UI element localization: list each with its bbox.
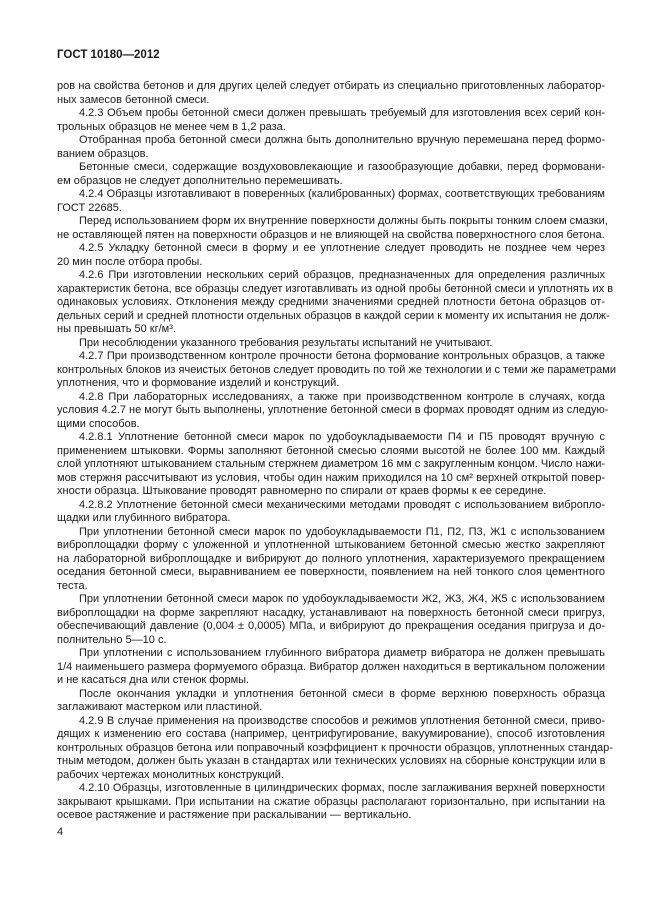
paragraph <box>57 647 605 688</box>
text-line: 4.2.6 При изготовлении нескольких серий образцов, предназначенных для определения различных <box>79 269 605 281</box>
text-line: слой уплотняют штыкованием стальным стержнем диаметром 16 мм с закругленным концом. Число нажи- <box>57 458 605 470</box>
text-line: 4.2.3 Объем пробы бетонной смеси должен превышать требуемый для изготовления всех серий кон- <box>79 107 605 119</box>
paragraph <box>57 337 605 351</box>
text-line: уплотнения, что и формование изделий и конструкций. <box>57 377 340 389</box>
page-number: 4 <box>57 826 64 838</box>
text-line: 4.2.5 Укладку бетонной смеси в форму и ее уплотнение следует проводить не позднее чем через <box>79 242 605 254</box>
paragraph <box>57 688 605 715</box>
text-line: рабочих чертежах монолитных конструкций. <box>57 768 284 781</box>
text-line: теста. <box>57 579 88 592</box>
text-line: закрывают крышками. При испытании на сжатие образцы располагают горизонтально, при испытании на <box>57 795 605 808</box>
paragraph <box>57 390 609 432</box>
text-line: виброплощадки форму с уложенной и уплотненной штыкованием бетонной смесью жестко закрепляют <box>57 539 605 551</box>
paragraph <box>57 350 616 391</box>
text-line: условия 4.2.7 не могут быть выполнены, уплотнение бетонной смеси в формах проводят одним из следую- <box>57 404 609 416</box>
text-line: применением штыковки. Формы заполняют бетонной смесью слоями высотой не более 100 мм. Каждый <box>57 444 605 457</box>
text-line: мов стержня рассчитывают из условия, чтобы один нажим приходился на 10 см² верхней открытой повер- <box>57 471 605 484</box>
paragraph <box>57 714 613 783</box>
paragraph <box>57 215 608 242</box>
text-line: 20 мин после отбора пробы. <box>57 255 203 268</box>
text-line: 4.2.8.1 Уплотнение бетонной смеси марок по удобоукладываемости П4 и П5 проводят вручную с <box>79 431 605 443</box>
text-line: хности образца. Штыкование проводят равномерно по спирали от краев формы к ее середине. <box>57 485 547 497</box>
document-body <box>57 80 616 823</box>
text-line: Бетонные смеси, содержащие воздухововлекающие и газообразующие добавки, перед формовани- <box>79 161 605 173</box>
document-header: ГОСТ 10180—2012 <box>57 49 160 61</box>
text-line: тным методом, должен быть указан в стандартах или технических условиях на сборные конструкции или в <box>57 755 606 767</box>
text-line: щадки или глубинного вибратора. <box>57 512 231 524</box>
paragraph <box>57 80 605 107</box>
text-line: полнительно 5—10 с. <box>57 633 167 646</box>
text-line: 4.2.9 В случае применения на производстве способов и режимов уплотнения бетонной смеси, приво- <box>79 714 605 727</box>
text-line: 4.2.8.2 Уплотнение бетонной смеси механическими методами проводят с использованием виброплo- <box>79 498 605 511</box>
text-line: 4.2.8 При лабораторных исследованиях, а также при производственном контроле в случаях, когда <box>79 390 605 403</box>
paragraph <box>57 134 605 161</box>
paragraph <box>57 431 605 499</box>
text-line: щими способов. <box>57 417 140 430</box>
paragraph <box>57 782 605 823</box>
paragraph <box>57 242 605 269</box>
paragraph <box>57 526 605 594</box>
text-line: заглаживают мастерком или пластиной. <box>57 701 263 713</box>
text-line: трольных образцов не менее чем в 1,2 раза. <box>57 120 286 133</box>
text-line: характеристик бетона, все образцы следует изготавливать из одной пробы бетонной смеси и уплотнять их в <box>57 282 614 295</box>
text-line: одинаковых условиях. Отклонения между средними значениями средней плотности бетона образцов от- <box>57 296 605 308</box>
text-line: Перед использованием форм их внутренние поверхности должны быть покрыты тонким слоем смазки, <box>79 215 608 227</box>
paragraph <box>57 269 614 337</box>
paragraph <box>57 161 605 188</box>
text-line: 1/4 наименьшего размера формуемого образца. Вибратор должен находиться в вертикальном положении <box>57 660 605 673</box>
text-line: и не касаться дна или стенок формы. <box>57 674 250 686</box>
text-line: 4.2.10 Образцы, изготовленные в цилиндрических формах, после заглаживания верхней поверхности <box>79 782 605 794</box>
paragraph <box>57 499 605 526</box>
paragraph <box>57 107 605 134</box>
text-line: При уплотнении бетонной смеси марок по удобоукладываемости Ж2, Ж3, Ж4, Ж5 с использованием <box>79 593 605 605</box>
text-line: обеспечивающий давление (0,004 ± 0,0005) МПа, и вибрируют до прекращения оседания пригруза и до- <box>57 620 605 632</box>
text-line: осевое растяжение и растяжение при раскалывании — вертикально. <box>57 809 412 821</box>
text-line: ных замесов бетонной смеси. <box>57 93 210 106</box>
text-line: Отобранная проба бетонной смеси должна быть дополнительно вручную перемешана перед формо- <box>79 134 605 146</box>
text-line: дящих к изменению его состава (например, центрифугирование, вакуумирование), способ изготовления <box>57 728 605 740</box>
text-line: ем образцов не следует дополнительно перемешивать. <box>57 174 343 187</box>
paragraph <box>57 593 605 647</box>
text-line: ров на свойства бетонов и для других целей следует отбирать из специально приготовленных лаборатор- <box>57 80 605 92</box>
text-line: При уплотнении бетонной смеси марок по удобоукладываемости П1, П2, П3, Ж1 с использованием <box>79 525 605 538</box>
text-line: При несоблюдении указанного требования результаты испытаний не учитывают. <box>79 336 493 349</box>
text-line: ванием образцов. <box>57 147 149 160</box>
text-line: 4.2.4 Образцы изготавливают в поверенных (калиброванных) формах, соответствующих требованиям <box>79 188 605 200</box>
text-line: дельных серий и средней плотности отдельных образцов в каждой серии к моменту их испытания не долж- <box>57 309 610 322</box>
text-line: После окончания укладки и уплотнения бетонной смеси в форме верхнюю поверхность образца <box>79 687 605 700</box>
text-line: контрольных образцов бетона или поправочный коэффициент к прочности образцов, уплотненных стандар- <box>57 741 613 754</box>
text-line: оседания бетонной смеси, выравниванием ее поверхности, появлением на ней тонкого слоя цементного <box>57 566 605 578</box>
text-line: ГОСТ 22685. <box>57 201 122 214</box>
text-line: на лабораторной виброплощадке и вибрируют до полного уплотнения, характеризуемого прекращением <box>57 552 605 565</box>
text-line: виброплощадки на форме закрепляют насадку, устанавливают на поверхность бетонной смеси пригруз, <box>57 606 605 619</box>
text-line: ны превышать 50 кг/м³. <box>57 323 176 335</box>
text-line: 4.2.7 При производственном контроле прочности бетона формование контрольных образцов, а также <box>79 350 605 362</box>
paragraph <box>57 188 605 215</box>
text-line: При уплотнении с использованием глубинного вибратора диаметр вибратора не должен превышать <box>79 647 605 659</box>
text-line: контрольных блоков из ячеистых бетонов следует проводить по той же технологии и с теми же параметрами <box>57 363 616 376</box>
text-line: не оставляющей пятен на поверхности образцов и не влияющей на свойства поверхностного слоя бетона. <box>57 228 605 241</box>
